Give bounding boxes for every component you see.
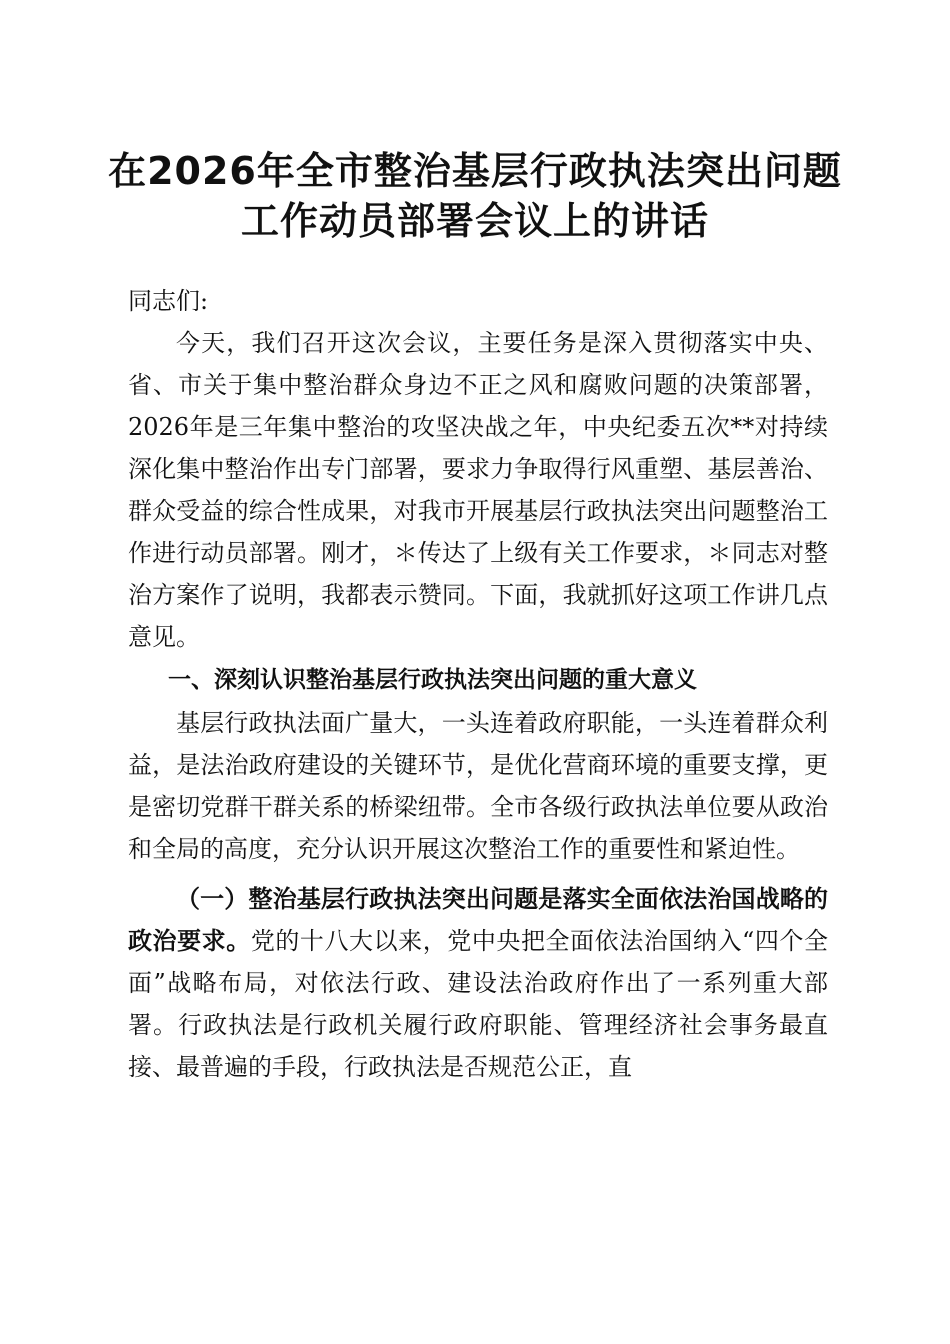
salutation: 同志们: <box>128 287 209 315</box>
document-body <box>128 280 828 1088</box>
intro-paragraph: 今天，我们召开这次会议，主要任务是深入贯彻落实中央、省、市关于集中整治群众身边不正之风和腐败问题的决策部署，2026年是三年集中整治的攻坚决战之年，中央纪委五次**对持续深化集中整治作出专门部署，要求力争取得行风重塑、基层善治、群众受益的综合性成果，对我市开展基层行政执法突出问题整治工作进行动员部署。刚才，＊传达了上级有关工作要求，＊同志对整治方案作了说明，我都表示赞同。下面，我就抓好这项工作讲几点意见。 <box>128 329 828 651</box>
document-title-line-2: 工作动员部署会议上的讲话 <box>240 199 709 243</box>
subsection-1-text: 党的十八大以来，党中央把全面依法治国纳入“四个全面”战略布局，对依法行政、建设法治政府作出了一系列重大部署。行政执法是行政机关履行政府职能、管理经济社会事务最直接、最普遍的手段，行政执法是否规范公正，直 <box>128 927 828 1081</box>
document-title-line-1: 在2026年全市整治基层行政执法突出问题 <box>108 149 842 193</box>
section-heading-1: 一、深刻认识整治基层行政执法突出问题的重大意义 <box>168 667 697 693</box>
section-1-paragraph: 基层行政执法面广量大，一头连着政府职能，一头连着群众利益，是法治政府建设的关键环节，是优化营商环境的重要支撑，更是密切党群干群关系的桥梁纽带。全市各级行政执法单位要从政治和全局的高度，充分认识开展这次整治工作的重要性和紧迫性。 <box>128 709 828 863</box>
subsection-1-paragraph <box>128 878 828 1088</box>
subsection-1-lead: （一）整治基层行政执法突出问题是落实全面依法治国战略的政治要求。 <box>128 885 828 955</box>
